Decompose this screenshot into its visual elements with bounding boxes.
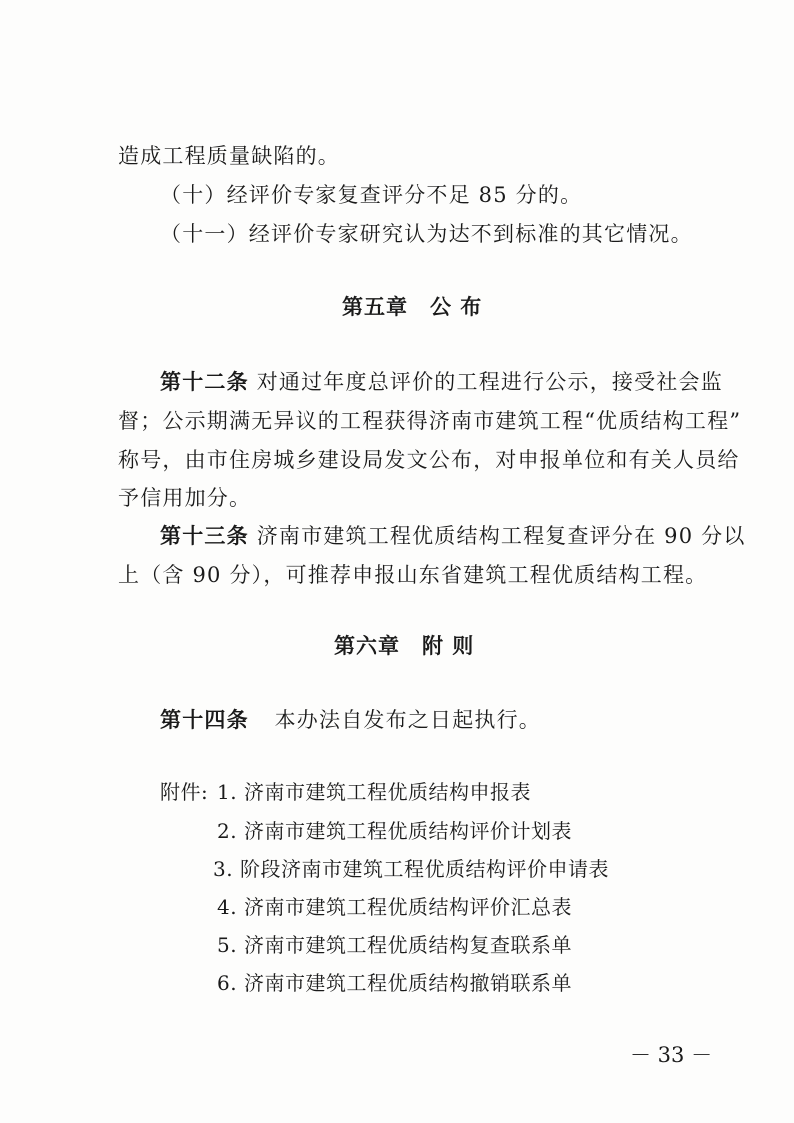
attachment-item-6: 6. 济南市建筑工程优质结构撤销联系单 [217, 971, 572, 995]
chapter-6-name: 附 则 [422, 634, 475, 658]
attachment-item-2: 2. 济南市建筑工程优质结构评价计划表 [217, 819, 572, 843]
article-13-head: 第十三条 [160, 524, 249, 548]
article-13-line-2: 上（含 90 分），可推荐申报山东省建筑工程优质结构工程。 [118, 563, 708, 587]
article-12-line-1 [160, 367, 723, 397]
chapter-6-number: 第六章 [334, 634, 400, 658]
list-item-10: （十）经评价专家复查评分不足 85 分的。 [160, 183, 583, 207]
attachment-item-3: 3. 阶段济南市建筑工程优质结构评价申请表 [213, 857, 609, 881]
attachments-label: 附件: [160, 780, 209, 804]
page-number: － 33 － [630, 1043, 713, 1067]
article-12-head: 第十二条 [160, 370, 249, 394]
chapter-5-number: 第五章 [342, 295, 408, 319]
chapter-6-heading [334, 631, 474, 661]
attachment-item-4: 4. 济南市建筑工程优质结构评价汇总表 [217, 895, 572, 919]
article-12-line-3: 称号，由市住房城乡建设局发文公布，对申报单位和有关人员给 [118, 448, 740, 472]
article-13-line-1 [160, 521, 746, 551]
article-14-head: 第十四条 [160, 708, 249, 732]
article-14-line [160, 705, 541, 735]
article-12-line-4: 予信用加分。 [118, 486, 252, 510]
article-12-text-1: 对通过年度总评价的工程进行公示，接受社会监 [256, 370, 723, 394]
attachment-item-5: 5. 济南市建筑工程优质结构复查联系单 [217, 933, 572, 957]
chapter-5-heading [342, 292, 482, 322]
continuation-line: 造成工程质量缺陷的。 [118, 144, 340, 168]
attachment-item-1: 1. 济南市建筑工程优质结构申报表 [217, 780, 531, 804]
article-13-text-1: 济南市建筑工程优质结构工程复查评分在 90 分以 [256, 524, 746, 548]
article-12-line-2: 督；公示期满无异议的工程获得济南市建筑工程“优质结构工程” [118, 409, 742, 433]
chapter-5-name: 公 布 [430, 295, 483, 319]
list-item-11: （十一）经评价专家研究认为达不到标准的其它情况。 [160, 222, 693, 246]
article-14-text: 本办法自发布之日起执行。 [274, 708, 541, 732]
